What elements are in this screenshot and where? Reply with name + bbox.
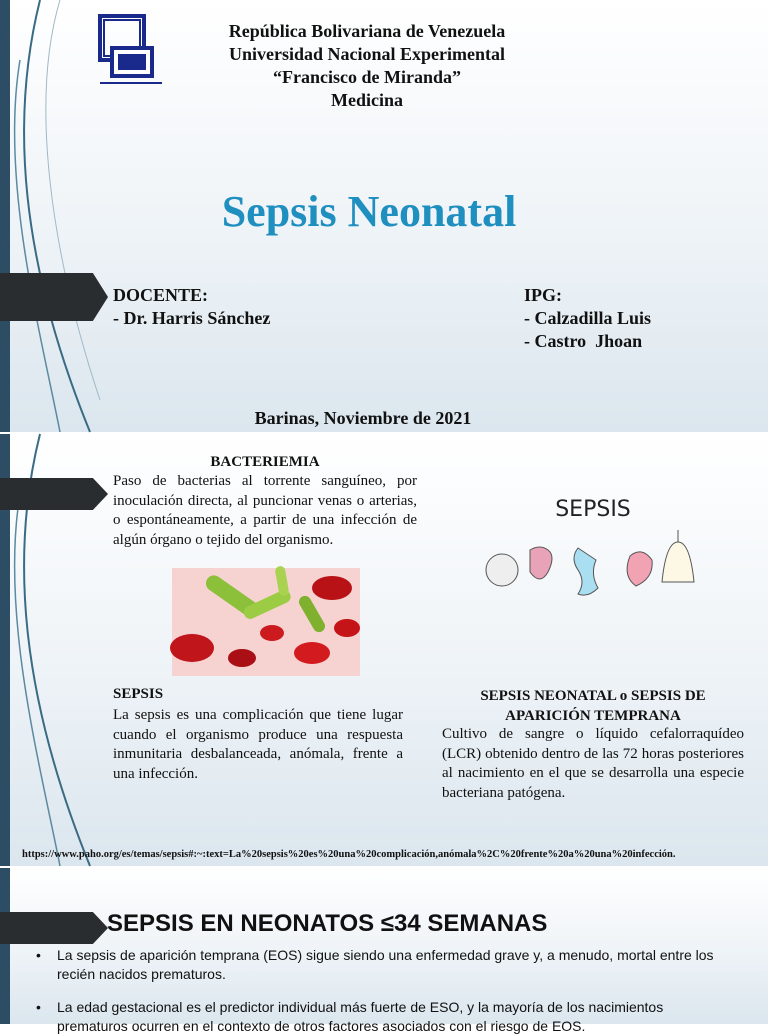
docente-label: DOCENTE: <box>113 285 209 305</box>
bullet-dot-icon: • <box>36 947 41 963</box>
neonates-heading: SEPSIS EN NEONATOS ≤34 SEMANAS <box>107 910 548 937</box>
sepsis-neonatal-heading <box>442 686 744 726</box>
arrow-shape <box>0 273 108 321</box>
definitions-slide <box>0 434 768 866</box>
organs-illustration <box>480 490 700 610</box>
header-line-2: Universidad Nacional Experimental <box>228 44 505 64</box>
header-line-4: Medicina <box>331 90 403 110</box>
bullet-dot-icon: • <box>36 999 41 1015</box>
header-line-1: República Bolivariana de Venezuela <box>228 21 506 41</box>
source-url: https://www.paho.org/es/temas/sepsis#:~:text=La%20sepsis%20es%20una%20complicación,anómala%2C%20frente%20a%20una%20infección. <box>22 849 676 860</box>
place-date: Barinas, Noviembre de 2021 <box>254 408 472 428</box>
sepsis-neonatal-text: Cultivo de sangre o líquido cefalorraquídeo (LCR) obtenido dentro de las 72 horas posteriores al nacimiento en el que se desarrolla una especie bacteriana patógena. <box>442 726 744 801</box>
header-line-3: “Francisco de Miranda” <box>273 67 461 87</box>
docente-block <box>113 284 270 330</box>
arrow-shape <box>0 912 108 944</box>
sepsis-heading: SEPSIS <box>113 686 164 702</box>
sepsis-neonatal-heading-line-1: SEPSIS NEONATAL o SEPSIS DE <box>480 688 706 704</box>
bacteriemia-heading: BACTERIEMIA <box>210 454 320 470</box>
bullet-text-1: La sepsis de aparición temprana (EOS) sigue siendo una enfermedad grave y, a menudo, mortal entre los recién nacidos prematuros. <box>57 947 714 982</box>
docente-name: - Dr. Harris Sánchez <box>113 308 271 328</box>
slide-edge-bar <box>0 868 10 1024</box>
presentation-title: Sepsis Neonatal <box>221 187 517 236</box>
sepsis-neonatal-heading-line-2: APARICIÓN TEMPRANA <box>505 708 681 724</box>
ipg-name-2: - Castro Jhoan <box>524 331 643 351</box>
ipg-name-1: - Calzadilla Luis <box>524 308 652 328</box>
university-logo-icon <box>98 14 164 88</box>
bacteria-image <box>172 568 360 676</box>
bacteriemia-text: Paso de bacterias al torrente sanguíneo, por inoculación directa, al puncionar venas o arterias, o espontáneamente, a partir de una infección de algún órgano o tejido del organismo. <box>113 473 417 548</box>
institution-header <box>160 20 574 112</box>
organs-caption: SEPSIS <box>555 497 631 522</box>
ipg-block <box>524 284 651 353</box>
bullet-item-2 <box>36 998 736 1036</box>
arrow-shape <box>0 478 108 510</box>
title-slide <box>0 0 768 432</box>
bullet-text-2: La edad gestacional es el predictor individual más fuerte de ESO, y la mayoría de los nacimientos prematuros ocurren en el contexto de otros factores asociados con el riesgo de EOS. <box>57 999 664 1034</box>
bullet-item-1 <box>36 946 736 984</box>
sepsis-text: La sepsis es una complicación que tiene lugar cuando el organismo produce una respuesta inmunitaria desbalanceada, anómala, frente a una infección. <box>113 707 403 782</box>
neonates-slide <box>0 868 768 1034</box>
ipg-label: IPG: <box>524 285 562 305</box>
